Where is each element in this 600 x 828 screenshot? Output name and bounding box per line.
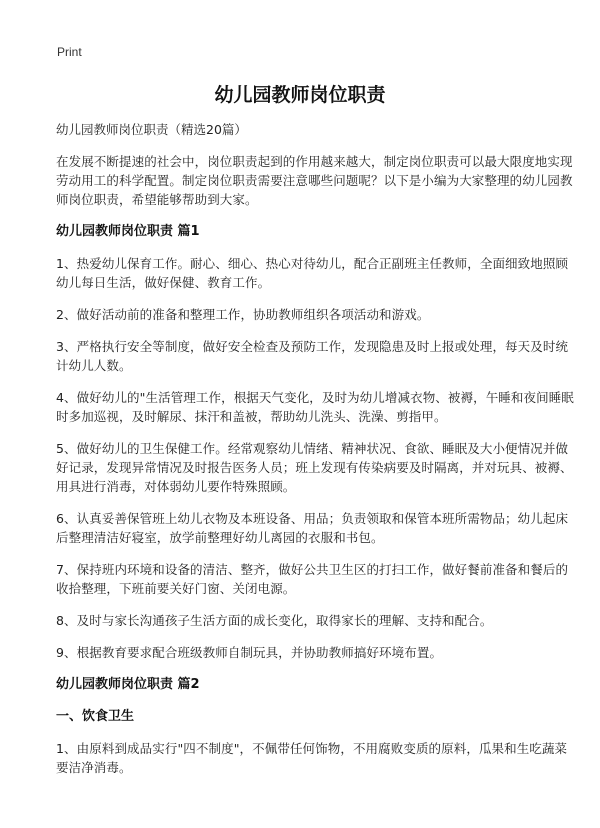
subsection-heading: 一、饮食卫生: [56, 709, 135, 724]
list-item: 1、热爱幼儿保育工作。耐心、细心、热心对待幼儿，配合正副班主任教师，全面细致地照顾幼儿每日生活，做好保健、教育工作。: [56, 256, 569, 290]
list-item: 7、保持班内环境和设备的清洁、整齐，做好公共卫生区的打扫工作，做好餐前准备和餐后的收拾整理，下班前要关好门窗、关闭电源。: [56, 562, 569, 596]
list-item: 4、做好幼儿的"生活管理工作，根据天气变化，及时为幼儿增减衣物、被褥，午睡和夜间睡眠时多加巡视，及时解尿、抹汗和盖被，帮助幼儿洗头、洗澡、剪指甲。: [56, 390, 574, 424]
section-heading-2: 幼儿园教师岗位职责 篇2: [56, 677, 200, 692]
page-title: 幼儿园教师岗位职责: [214, 84, 386, 106]
list-item: 5、做好幼儿的卫生保健工作。经常观察幼儿情绪、精神状况、食欲、睡眠及大小便情况并做好记录，发现异常情况及时报告医务人员；班上发现有传染病要及时隔离，并对玩具、被褥、用具进行消毒，对体弱幼儿要作特殊照顾。: [56, 441, 573, 494]
document-subtitle: 幼儿园教师岗位职责（精选20篇）: [56, 122, 247, 137]
list-item: 9、根据教育要求配合班级教师自制玩具，并协助教师搞好环境布置。: [56, 645, 443, 660]
intro-paragraph: 在发展不断提速的社会中，岗位职责起到的作用越来越大，制定岗位职责可以最大限度地实现劳动用工的科学配置。制定岗位职责需要注意哪些问题呢？以下是小编为大家整理的幼儿园教师岗位职责，希望能够帮助到大家。: [56, 154, 573, 207]
list-item: 1、由原料到成品实行"四不制度"，不佩带任何饰物，不用腐败变质的原料，瓜果和生吃蔬菜要洁净消毒。: [56, 741, 568, 775]
list-item: 2、做好活动前的准备和整理工作，协助教师组织各项活动和游戏。: [56, 307, 430, 322]
list-item: 6、认真妥善保管班上幼儿衣物及本班设备、用品；负责领取和保管本班所需物品；幼儿起床后整理清洁好寝室，放学前整理好幼儿离园的衣服和书包。: [56, 511, 569, 545]
list-item: 8、及时与家长沟通孩子生活方面的成长变化，取得家长的理解、支持和配合。: [56, 613, 493, 628]
section-heading-1: 幼儿园教师岗位职责 篇1: [56, 224, 200, 239]
list-item: 3、严格执行安全等制度，做好安全检查及预防工作，发现隐患及时上报或处理，每天及时统计幼儿人数。: [56, 339, 569, 373]
document-body: [56, 120, 574, 790]
print-link[interactable]: Print: [57, 45, 82, 59]
